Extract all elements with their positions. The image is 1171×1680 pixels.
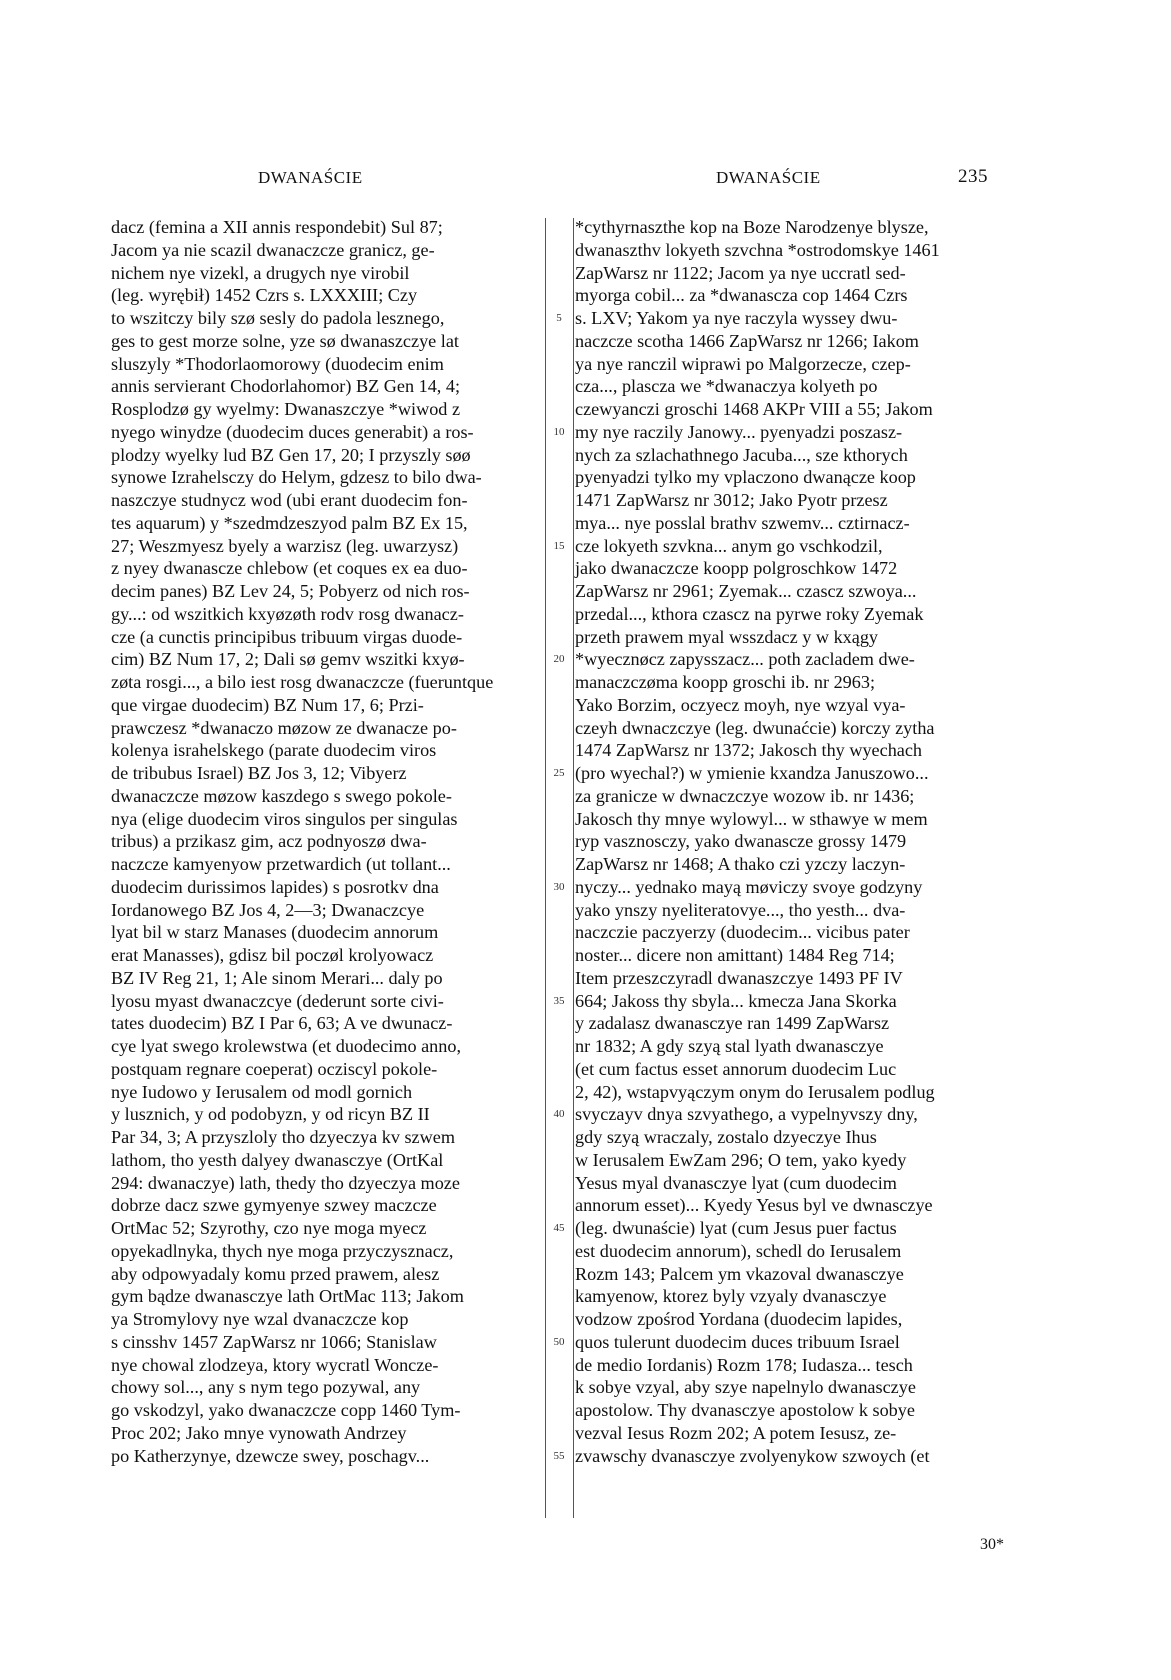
text-line: tates duodecim) BZ I Par 6, 63; A ve dwunacz- (111, 1013, 453, 1034)
text-line: jako dwanaczcze koopp polgroschkow 1472 (575, 558, 898, 579)
text-line: nyego winydze (duodecim duces generabit) a ros- (111, 421, 474, 442)
text-line: naczcze scotha 1466 ZapWarsz nr 1266; Iakom (575, 330, 919, 351)
left-column (111, 216, 527, 1467)
text-line: quos tulerunt duodecim duces tribuum Israel (575, 1331, 900, 1352)
text-line: 1471 ZapWarsz nr 3012; Jako Pyotr przesz (575, 490, 888, 510)
text-line: Jacom ya nie scazil dwanaczcze granicz, ge- (111, 239, 435, 260)
text-line: Jakosch thy mnye wylowyl... w sthawye w mem (575, 808, 928, 829)
text-line: w Ierusalem EwZam 296; O tem, yako kyedy (575, 1149, 907, 1170)
text-line: ges to gest morze solne, yze sø dwanaszczye lat (111, 330, 459, 351)
text-line: dobrze dacz szwe gymyenye szwey maczcze (111, 1195, 437, 1216)
text-line: naczczie paczyerzy (duodecim... vicibus pater (575, 922, 910, 943)
text-line: cze lokyeth szvkna... anym go vschkodzil, (575, 535, 883, 556)
text-line: cza..., plascza we *dwanaczya kolyeth po (575, 376, 878, 397)
text-line: przedal..., kthora czascz na pyrwe roky Zyemak (575, 603, 924, 624)
text-line: lyat bil w starz Manases (duodecim annorum (111, 922, 439, 943)
line-number: 25 (553, 767, 565, 779)
page-number: 235 (958, 166, 988, 187)
line-number: 55 (553, 1449, 565, 1462)
text-line: myorga cobil... za *dwanascza cop 1464 Czrs (575, 285, 908, 306)
right-column (575, 216, 1001, 1467)
text-line: sluszyly *Thodorlaomorowy (duodecim enim (111, 353, 444, 374)
text-line: nyczy... yednako mayą møviczy svoye godzyny (575, 876, 923, 897)
text-line: ya nye ranczil wiprawi po Malgorzecze, czep- (575, 353, 911, 374)
text-line: cye lyat swego krolewstwa (et duodecimo anno, (111, 1036, 462, 1056)
text-line: lyosu myast dwanaczcye (dederunt sorte civi- (111, 990, 444, 1011)
text-line: aby odpowyadaly komu przed prawem, alesz (111, 1263, 440, 1284)
text-line: postquam regnare coeperat) ocziscyl pokole- (111, 1058, 438, 1079)
text-line: svyczayv dnya szvyathego, a vypelnyvszy dny, (575, 1104, 918, 1125)
text-line: yako ynszy nyeliteratovye..., tho yesth... dva- (575, 899, 906, 920)
text-line: to wszitczy bily szø sesly do padola lesznego, (111, 308, 445, 328)
text-line: zvawschy dvanasczye zvolyenykow szwoych (et (575, 1445, 930, 1466)
text-line: noster... dicere non amittant) 1484 Reg 714; (575, 945, 895, 965)
text-line: (pro wyechal?) w ymienie kxandza Januszowo... (575, 763, 929, 783)
text-line: mya... nye posslal brathv szwemv... cztirnacz- (575, 512, 910, 533)
text-line: 2, 42), wstapvyączym onym do Ierusalem podlug (575, 1081, 935, 1102)
line-number: 15 (553, 539, 565, 552)
text-line: przeth prawem myal wsszdacz y w kxągy (575, 626, 879, 647)
text-line: OrtMac 52; Szyrothy, czo nye moga myecz (111, 1218, 427, 1238)
text-line: ryp vasznosczy, yako dwanascze grossy 1479 (575, 831, 907, 852)
text-line: naszczye studnycz wod (ubi erant duodecim fon- (111, 490, 468, 510)
text-line: apostolow. Thy dvanasczye apostolow k sobye (575, 1400, 915, 1420)
line-number: 40 (553, 1108, 565, 1121)
text-line: de medio Iordanis) Rozm 178; Iudasza... tesch (575, 1354, 913, 1375)
line-number: 5 (556, 312, 562, 324)
text-line: gy...: od wszitkich kxyøzøth rodv rosg dwanacz- (111, 603, 464, 624)
line-number: 35 (553, 994, 565, 1007)
text-line: tribus) a przikasz gim, acz podnyoszø dwa- (111, 831, 427, 852)
text-line: dwanaczcze møzow kaszdego s swego pokole- (111, 785, 452, 806)
text-line: *wyecznøcz zapysszacz... poth zacladem dwe- (575, 649, 915, 670)
text-line: naczcze kamyenyow przetwardich (ut tollant... (111, 854, 451, 874)
text-line: Iordanowego BZ Jos 4, 2—3; Dwanaczcye (111, 899, 425, 920)
text-line: y zadalasz dwanasczye ran 1499 ZapWarsz (575, 1013, 890, 1034)
text-line: nichem nye vizekl, a drugych nye virobil (111, 262, 410, 283)
text-line: vodzow zpośrod Yordana (duodecim lapides, (575, 1309, 903, 1329)
text-line: cim) BZ Num 17, 2; Dali sø gemv wszitki kxyø- (111, 649, 465, 670)
text-line: 664; Jakoss thy sbyla... kmecza Jana Skorka (575, 990, 897, 1011)
column-rule-right (573, 218, 574, 1518)
text-line: ZapWarsz nr 1122; Jacom ya nye uccratl sed- (575, 262, 906, 283)
text-line: pyenyadzi tylko my vplaczono dwanącze koop (575, 467, 916, 488)
text-line: dacz (femina a XII annis respondebit) Sul 87; (111, 217, 443, 237)
text-line: Item przeszczyradl dwanaszczye 1493 PF IV (575, 967, 903, 988)
line-number: 30 (553, 880, 565, 893)
line-number: 50 (553, 1335, 565, 1348)
text-line: Yesus myal dvanasczye lyat (cum duodecim (575, 1172, 897, 1193)
text-line: 294: dwanaczye) lath, thedy tho dzyeczya moze (111, 1172, 460, 1193)
text-line: prawczesz *dwanaczo møzow ze dwanacze po- (111, 717, 457, 738)
text-line: annis servierant Chodorlahomor) BZ Gen 14, 4; (111, 376, 461, 397)
text-line: (leg. wyrębił) 1452 Czrs s. LXXXIII; Czy (111, 285, 418, 306)
text-line: nye Iudowo y Ierusalem od modl gornich (111, 1081, 413, 1102)
text-line: k sobye vzyal, aby szye napelnylo dwanasczye (575, 1377, 916, 1398)
text-line: *cythyrnaszthe kop na Boze Narodzenye blysze, (575, 217, 929, 237)
text-line: duodecim durissimos lapides) s posrotkv dna (111, 876, 439, 897)
text-line: Yako Borzim, oczyecz moyh, nye wzyal vya- (575, 694, 906, 715)
text-line: go vskodzyl, yako dwanaczcze copp 1460 Tym- (111, 1400, 461, 1420)
text-line: z nyey dwanascze chlebow (et coques ex ea duo- (111, 558, 468, 579)
text-line: erat Manasses), gdisz bil poczøl krolyowacz (111, 945, 434, 965)
text-line: tes aquarum) y *szedmdzeszyod palm BZ Ex 15, (111, 512, 468, 533)
line-number: 20 (553, 653, 565, 666)
text-line: kamyenow, ktorez byly vzyaly dvanasczye (575, 1286, 887, 1307)
text-line: que virgae duodecim) BZ Num 17, 6; Przi- (111, 694, 424, 715)
text-line: s cinsshv 1457 ZapWarsz nr 1066; Stanislaw (111, 1331, 437, 1352)
text-line: manaczczøma koopp groschi ib. nr 2963; (575, 672, 876, 692)
text-line: de tribubus Israel) BZ Jos 3, 12; Vibyerz (111, 763, 407, 783)
text-line: my nye raczily Janowy... pyenyadzi poszasz- (575, 421, 903, 442)
signature-mark: 30* (980, 1536, 1004, 1553)
text-line: dwanaszthv lokyeth szvchna *ostrodomskye 1461 (575, 239, 940, 260)
text-line: 1474 ZapWarsz nr 1372; Jakosch thy wyechach (575, 740, 923, 761)
text-line: nye chowal zlodzeya, ktory wycratl Woncze- (111, 1354, 439, 1375)
text-line: cze (a cunctis principibus tribuum virgas duode- (111, 626, 463, 647)
running-head-left: DWANAŚCIE (258, 168, 363, 187)
text-line: ya Stromylovy nye wzal dvanaczcze kop (111, 1309, 409, 1329)
text-line: y lusznich, y od podobyzn, y od ricyn BZ II (111, 1104, 430, 1125)
text-line: (leg. dwunaście) lyat (cum Jesus puer factus (575, 1218, 897, 1238)
text-line: plodzy wyelky lud BZ Gen 17, 20; I przyszly søø (111, 444, 471, 465)
text-line: ZapWarsz nr 1468; A thako czi yzczy laczyn- (575, 854, 906, 874)
running-head-right: DWANAŚCIE (716, 168, 821, 187)
text-line: decim panes) BZ Lev 24, 5; Pobyerz od nich ros- (111, 581, 470, 601)
text-line: nych za szlachathnego Jacuba..., sze kthorych (575, 444, 908, 465)
text-line: lathom, tho yesth dalyey dwanasczye (OrtKal (111, 1149, 444, 1170)
text-line: czewyanczi groschi 1468 AKPr VIII a 55; Jakom (575, 399, 933, 419)
line-number: 10 (553, 425, 565, 438)
text-line: Proc 202; Jako mnye vynowath Andrzey (111, 1422, 407, 1443)
text-line: opyekadlnyka, thych nye moga przyczysznacz, (111, 1240, 454, 1261)
line-number: 45 (553, 1222, 565, 1234)
column-rule-left (545, 218, 546, 1518)
text-line: synowe Izrahelsczy do Helym, gdzesz to bilo dwa- (111, 467, 482, 488)
text-line: 27; Weszmyesz byely a warzisz (leg. uwarzysz) (111, 535, 459, 556)
text-line: est duodecim annorum), schedl do Ierusalem (575, 1240, 902, 1261)
text-line: Rozm 143; Palcem ym vkazoval dwanasczye (575, 1263, 904, 1284)
text-line: zøta rosgi..., a bilo iest rosg dwanaczcze (fueruntque (111, 672, 494, 692)
text-line: BZ IV Reg 21, 1; Ale sinom Merari... daly po (111, 967, 443, 988)
text-line: czeyh dwnaczczye (leg. dwunaćcie) korczy zytha (575, 717, 935, 738)
text-line: vezval Iesus Rozm 202; A potem Iesusz, ze- (575, 1422, 897, 1443)
text-line: po Katherzynye, dzewcze swey, poschagv... (111, 1445, 430, 1466)
text-line: annorum esset)... Kyedy Yesus byl ve dwnasczye (575, 1195, 933, 1216)
text-line: gdy szyą wraczaly, zostalo dzyeczye Ihus (575, 1127, 877, 1147)
text-line: gym bądze dwanasczye lath OrtMac 113; Jakom (111, 1286, 464, 1307)
text-line: Par 34, 3; A przyszloly tho dzyeczya kv szwem (111, 1127, 455, 1147)
text-line: nr 1832; A gdy szyą stal lyath dwanasczye (575, 1036, 884, 1056)
text-line: nya (elige duodecim viros singulos per singulas (111, 808, 458, 829)
text-line: za granicze w dwnaczczye wozow ib. nr 1436; (575, 785, 915, 806)
text-line: s. LXV; Yakom ya nye raczyla wyssey dwu- (575, 308, 898, 328)
text-line: (et cum factus esset annorum duodecim Luc (575, 1058, 897, 1079)
text-line: chowy sol..., any s nym tego pozywal, any (111, 1377, 421, 1398)
text-line: kolenya israhelskego (parate duodecim viros (111, 740, 437, 761)
text-line: Rosplodzø gy wyelmy: Dwanaszczye *wiwod z (111, 399, 461, 419)
text-line: ZapWarsz nr 2961; Zyemak... czascz szwoya... (575, 581, 917, 601)
